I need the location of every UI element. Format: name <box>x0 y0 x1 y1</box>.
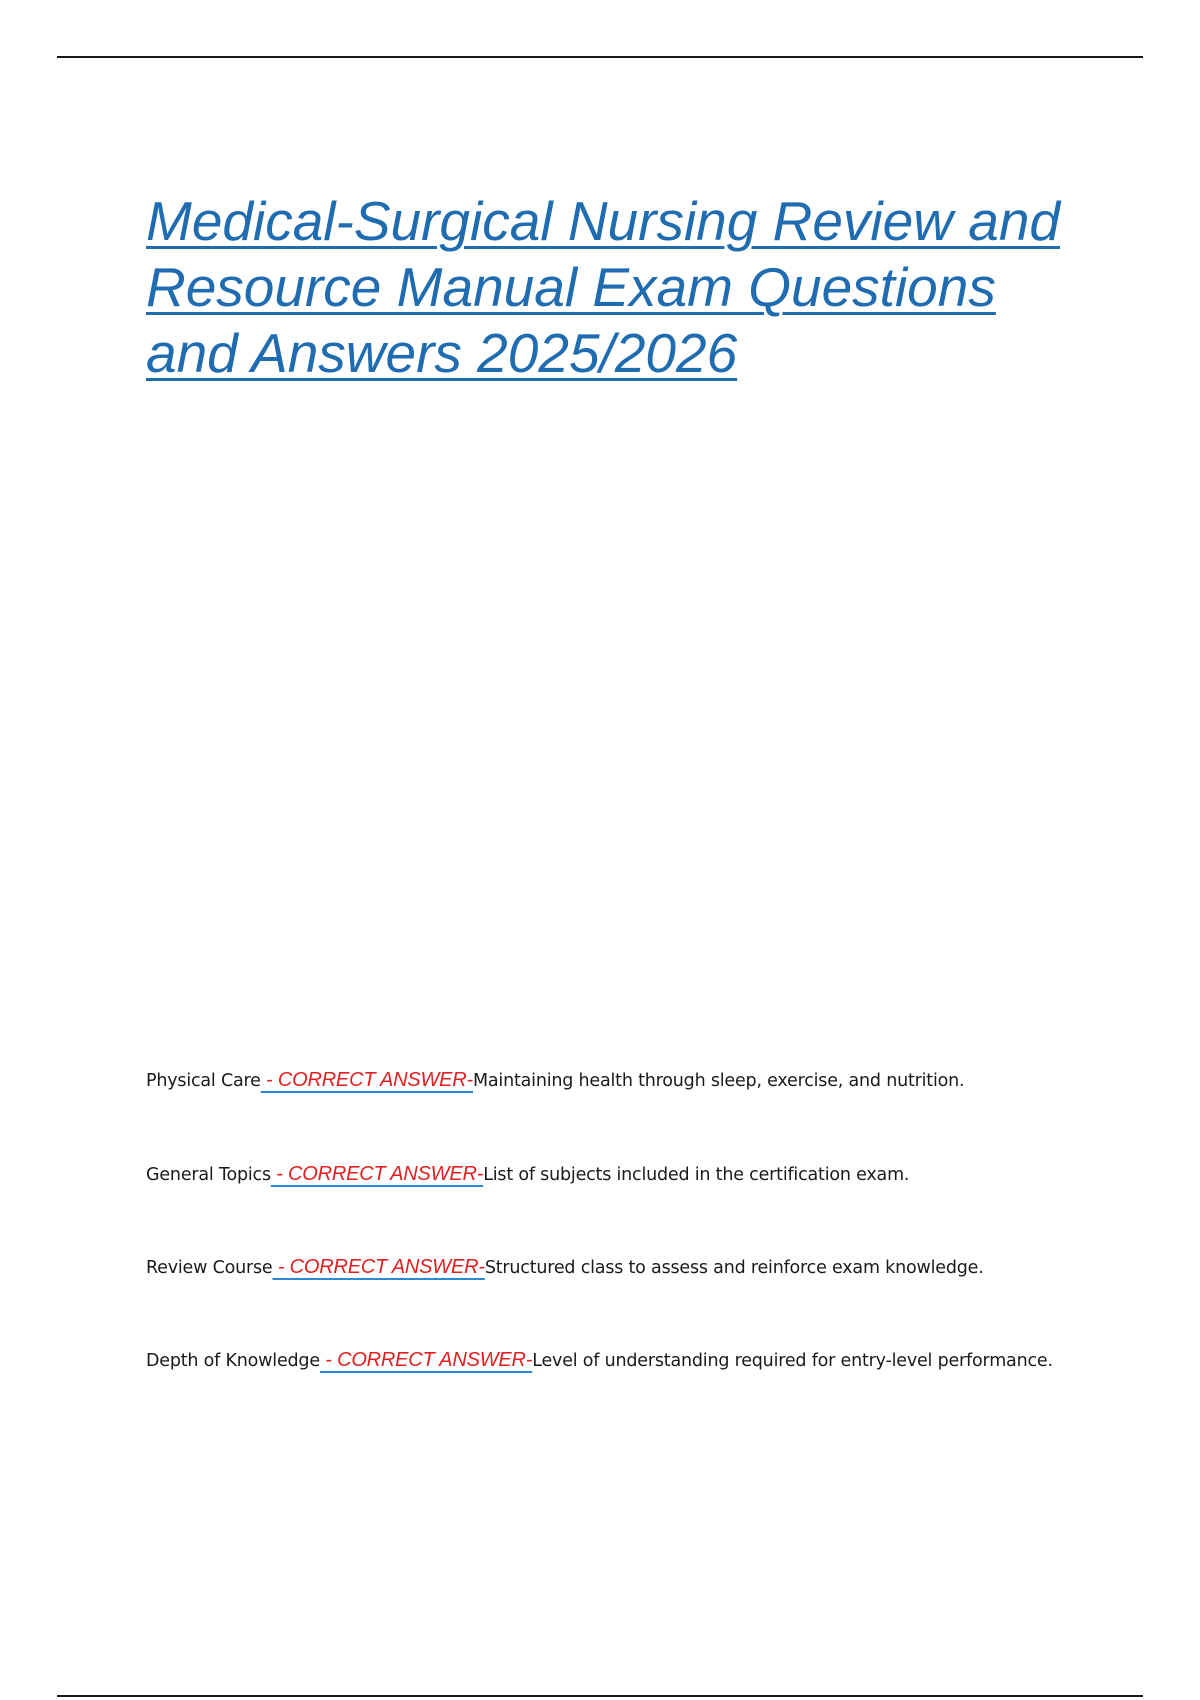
title-line-1: Medical-Surgical Nursing Review and <box>146 190 1060 252</box>
qa-definition: Structured class to assess and reinforce exam knowledge. <box>484 1258 984 1278</box>
title-line-3: and Answers 2025/2026 <box>146 322 738 384</box>
qa-term: Review Course <box>146 1258 273 1278</box>
qa-definition: Maintaining health through sleep, exercise, and nutrition. <box>473 1071 965 1091</box>
correct-answer-tag[interactable]: - CORRECT ANSWER- <box>319 1349 533 1371</box>
qa-item-depth-of-knowledge <box>146 1349 1053 1372</box>
qa-definition: Level of understanding required for entry-level performance. <box>532 1351 1053 1371</box>
qa-item-review-course <box>146 1256 984 1279</box>
top-rule <box>57 56 1143 58</box>
qa-item-physical-care <box>146 1069 964 1092</box>
title-line-2: Resource Manual Exam Questions <box>146 256 996 318</box>
qa-term: Physical Care <box>146 1071 261 1091</box>
correct-answer-tag[interactable]: - CORRECT ANSWER- <box>260 1069 473 1091</box>
correct-answer-tag[interactable]: - CORRECT ANSWER- <box>270 1163 484 1185</box>
qa-definition: List of subjects included in the certification exam. <box>483 1165 910 1185</box>
qa-item-general-topics <box>146 1163 909 1186</box>
bottom-rule <box>57 1695 1143 1697</box>
document-title[interactable] <box>146 188 1106 386</box>
qa-term: General Topics <box>146 1165 271 1185</box>
qa-term: Depth of Knowledge <box>146 1351 320 1371</box>
correct-answer-tag[interactable]: - CORRECT ANSWER- <box>272 1256 485 1278</box>
